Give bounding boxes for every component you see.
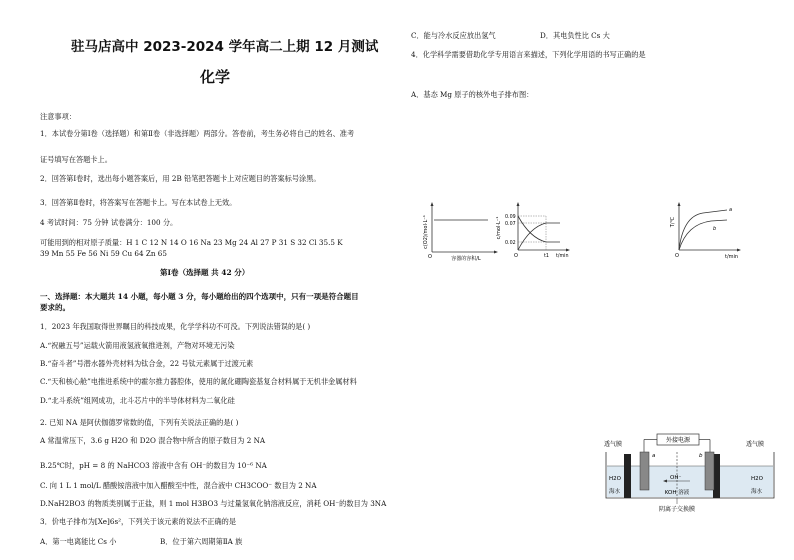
graph-oxygen-concentration bbox=[420, 200, 500, 262]
g3-origin: O bbox=[675, 253, 679, 259]
electrode-b-label: b bbox=[699, 453, 703, 459]
left-breathable-membrane bbox=[624, 454, 631, 498]
q1-option-a: A.“祝融五号”运载火箭用液氢液氧推进剂，产物对环境无污染 bbox=[40, 341, 235, 350]
g3-curve-b: b bbox=[713, 226, 717, 232]
q3-option-a: A．第一电离能比 Cs 小 bbox=[40, 537, 117, 546]
g1-origin: O bbox=[428, 254, 432, 260]
note-5a: 可能用到的相对原子质量：H 1 C 12 N 14 O 16 Na 23 Mg 24 Al 27 P 31 S 32 Cl 35.5 K bbox=[40, 238, 343, 247]
power-label: 外接电源 bbox=[665, 437, 691, 444]
g2-t1: t1 bbox=[544, 254, 549, 259]
note-4: 4 考试时间：75 分钟 试卷满分：100 分。 bbox=[40, 218, 178, 227]
g3-xlabel: t/min bbox=[725, 254, 739, 260]
exam-title: 驻马店高中 2023-2024 学年高二上期 12 月测试 bbox=[71, 39, 379, 55]
left-h2o-label: H2O bbox=[609, 476, 621, 482]
section-heading: 第Ⅰ卷（选择题 共 42 分） bbox=[160, 268, 250, 277]
left-membrane-label: 透气膜 bbox=[604, 441, 623, 448]
g1-ylabel: c(O2)/mol·L⁻¹ bbox=[423, 215, 429, 249]
note-5b: 39 Mn 55 Fe 56 Ni 59 Cu 64 Zn 65 bbox=[40, 249, 167, 258]
q3-option-d: D．其电负性比 Cs 大 bbox=[540, 31, 610, 40]
q2-option-a: A 常温常压下，3.6 g H2O 和 D2O 混合物中所含的原子数目为 2 NA bbox=[40, 436, 266, 445]
notes-heading: 注意事项： bbox=[40, 112, 76, 121]
section-instructions-b: 要求的。 bbox=[40, 303, 70, 312]
g2-ylabel: c/mol·L⁻¹ bbox=[496, 216, 502, 240]
right-membrane-label: 透气膜 bbox=[746, 441, 765, 448]
hydroxide-label: OH⁻ bbox=[670, 475, 682, 481]
graph-concentration-time bbox=[490, 200, 572, 262]
g2-xlabel: t/min bbox=[556, 254, 569, 259]
graph-temperature-time bbox=[665, 200, 745, 262]
note-2: 2．回答第Ⅰ卷时，选出每小题答案后，用 2B 铅笔把答题卡上对应题目的答案标号涂黑。 bbox=[40, 174, 321, 183]
right-seawater-label: 海水 bbox=[751, 489, 763, 495]
q4-stem: 4．化学科学需要借助化学专用语言来描述，下列化学用语的书写正确的是 bbox=[411, 50, 646, 59]
q2-option-b: B.25℃时，pH = 8 的 NaHCO3 溶液中含有 OH⁻的数目为 10⁻⁶ NA bbox=[40, 461, 267, 470]
electrode-a bbox=[640, 452, 649, 490]
electrode-b bbox=[705, 452, 714, 490]
note-3: 3．回答第Ⅱ卷时，将答案写在答题卡上。写在本试卷上无效。 bbox=[40, 198, 237, 207]
q2-stem: 2. 已知 NA 是阿伏伽德罗常数的值，下列有关说法正确的是( ) bbox=[40, 418, 239, 427]
note-1b: 证号填写在答题卡上。 bbox=[40, 155, 112, 164]
g3-curve-a: a bbox=[729, 207, 733, 213]
q2-option-c: C. 向 1 L 1 mol/L 醋酸铵溶液中加入醋酸至中性，混合液中 CH3COO⁻ 数目为 2 NA bbox=[40, 481, 317, 490]
left-seawater-label: 海水 bbox=[609, 489, 621, 495]
electrolysis-cell-diagram bbox=[600, 430, 780, 558]
q2-option-d: D.NaH2BO3 的物质类别属于正盐，则 1 mol H3BO3 与过量氢氧化钠溶液反应，消耗 OH⁻的数目为 3NA bbox=[40, 499, 387, 508]
anion-membrane-caption: 阴离子交换膜 bbox=[658, 506, 696, 513]
g2-origin: O bbox=[514, 253, 518, 259]
electrode-a-label: a bbox=[652, 453, 656, 459]
g2-ytick-0: 0.09 bbox=[505, 215, 516, 220]
q1-option-b: B.“奋斗者”号潜水器外壳材料为钛合金，22 号钛元素属于过渡元素 bbox=[40, 359, 254, 368]
g2-ytick-2: 0.02 bbox=[505, 241, 516, 246]
g3-ylabel: T/℃ bbox=[670, 216, 676, 228]
section-instructions-a: 一、选择题：本大题共 14 小题，每小题 3 分，每小题给出的四个选项中，只有一项是符合题目 bbox=[40, 292, 359, 301]
q3-option-b: B．位于第六周期第ⅡA 族 bbox=[160, 537, 243, 546]
subject-title: 化学 bbox=[200, 68, 231, 86]
g2-ytick-1: 0.07 bbox=[505, 222, 516, 227]
q4-option-a: A．基态 Mg 原子的核外电子排布图： bbox=[411, 90, 534, 99]
q1-option-c: C.“天和核心舱”电推进系统中的霍尔推力器腔体，使用的氮化硼陶瓷基复合材料属于无机非金属材料 bbox=[40, 377, 357, 386]
g1-xlabel: 容器的容积/L bbox=[451, 256, 481, 262]
koh-solution-label: KOH 溶液 bbox=[664, 490, 690, 496]
q1-stem: 1．2023 年我国取得世界瞩目的科技成果，化学学科功不可没。下列说法错误的是( ) bbox=[40, 322, 311, 331]
q3-stem: 3．价电子排布为[Xe]6s²，下列关于该元素的说法不正确的是 bbox=[40, 517, 237, 526]
q3-option-c: C．能与冷水反应放出氢气 bbox=[411, 31, 496, 40]
q1-option-d: D.“北斗系统”组网成功，北斗芯片中的半导体材料为二氧化硅 bbox=[40, 396, 235, 405]
note-1a: 1．本试卷分第Ⅰ卷（选择题）和第Ⅱ卷（非选择题）两部分。答卷前，考生务必将自己的姓名、准考 bbox=[40, 129, 355, 138]
right-h2o-label: H2O bbox=[751, 476, 763, 482]
